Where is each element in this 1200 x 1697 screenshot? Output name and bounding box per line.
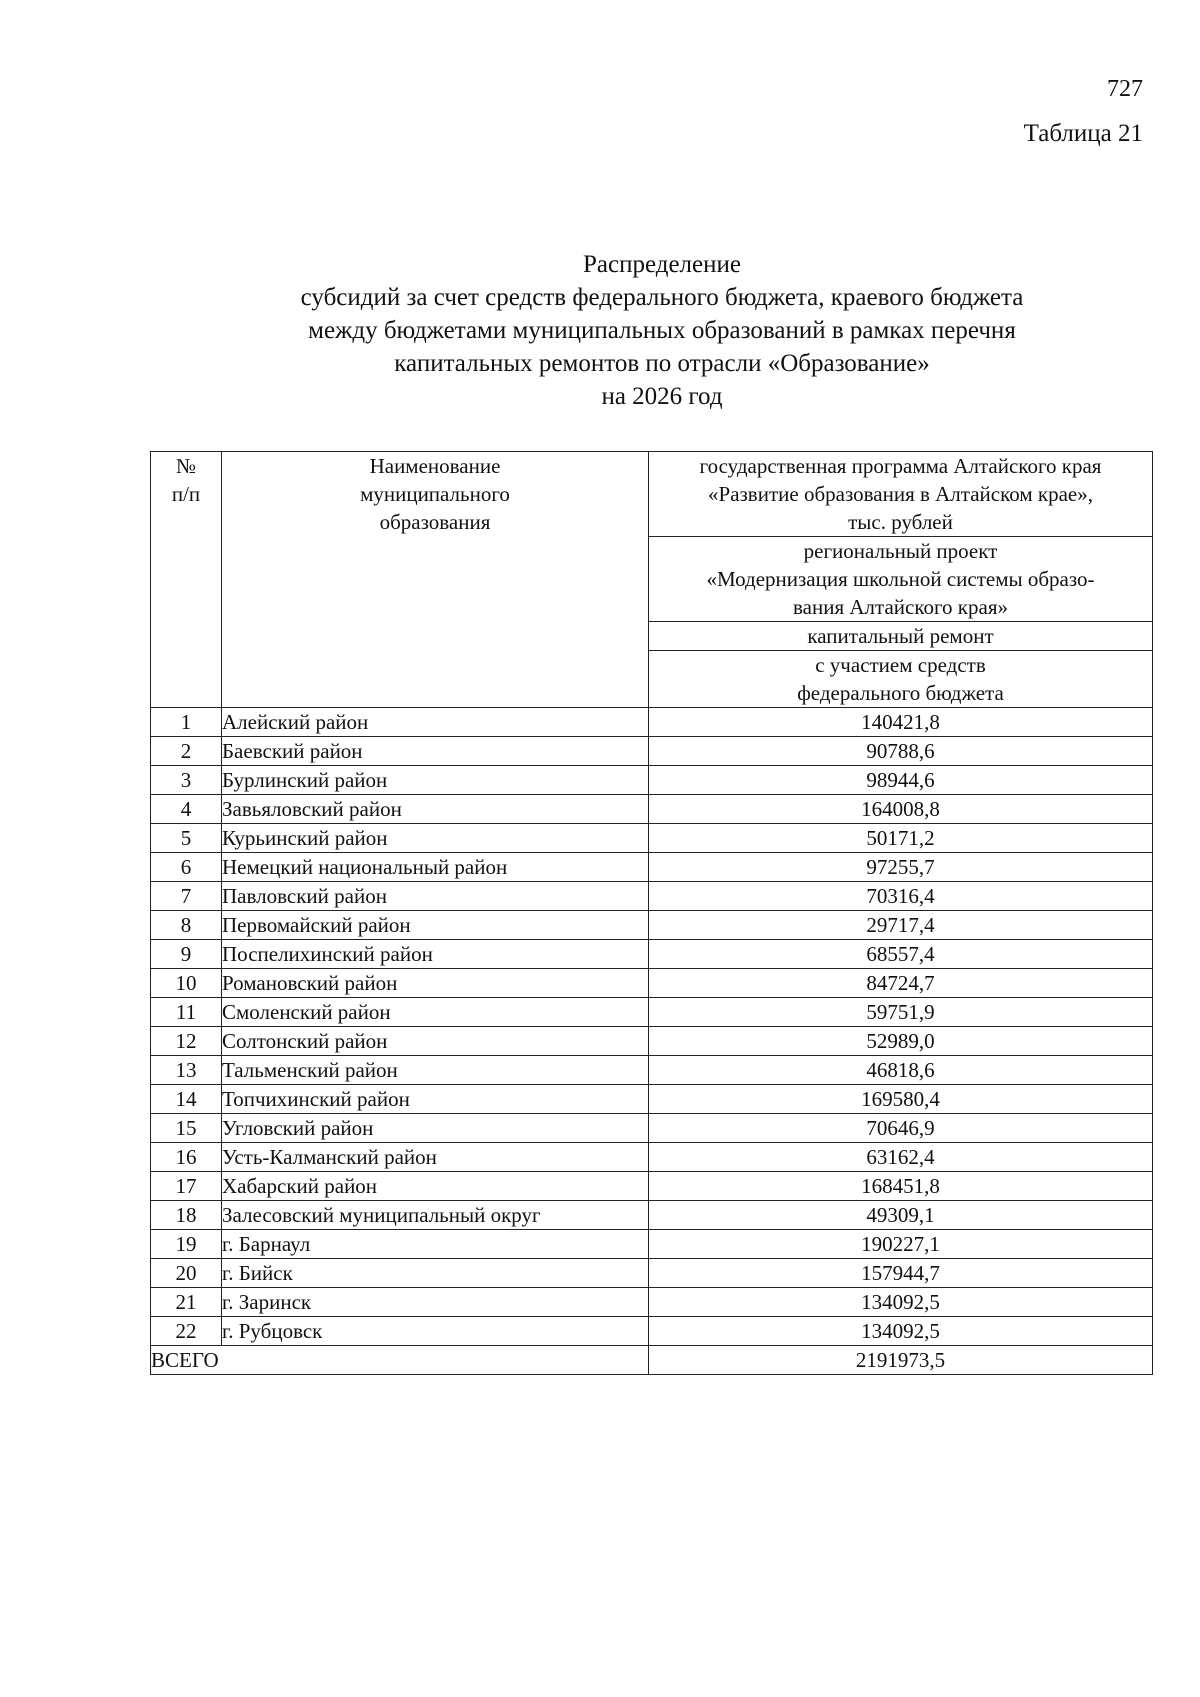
header-line: «Модернизация школьной системы образо- bbox=[706, 567, 1095, 591]
title-line: Распределение bbox=[583, 251, 741, 278]
table-row bbox=[151, 1056, 1153, 1085]
table-row bbox=[151, 1027, 1153, 1056]
row-number: 6 bbox=[151, 853, 222, 882]
row-number: 1 bbox=[151, 708, 222, 737]
row-name: Бурлинский район bbox=[222, 766, 649, 795]
row-number: 15 bbox=[151, 1114, 222, 1143]
row-name: Романовский район bbox=[222, 969, 649, 998]
row-number: 13 bbox=[151, 1056, 222, 1085]
subsidy-table bbox=[150, 451, 1153, 1375]
row-name: Первомайский район bbox=[222, 911, 649, 940]
row-value: 59751,9 bbox=[649, 998, 1153, 1027]
header-repair: капитальный ремонт bbox=[649, 622, 1153, 651]
table-row bbox=[151, 998, 1153, 1027]
header-number bbox=[151, 452, 222, 708]
table-row bbox=[151, 1259, 1153, 1288]
table-label: Таблица 21 bbox=[1023, 120, 1143, 147]
row-value: 68557,4 bbox=[649, 940, 1153, 969]
table-body bbox=[151, 708, 1153, 1346]
row-number: 10 bbox=[151, 969, 222, 998]
row-name: Поспелихинский район bbox=[222, 940, 649, 969]
row-number: 18 bbox=[151, 1201, 222, 1230]
row-name: Топчихинский район bbox=[222, 1085, 649, 1114]
row-name: Залесовский муниципальный округ bbox=[222, 1201, 649, 1230]
header-line: государственная программа Алтайского края bbox=[699, 454, 1102, 478]
row-number: 21 bbox=[151, 1288, 222, 1317]
table-row bbox=[151, 1201, 1153, 1230]
header-line: региональный проект bbox=[803, 539, 998, 563]
row-name: Тальменский район bbox=[222, 1056, 649, 1085]
row-name: Солтонский район bbox=[222, 1027, 649, 1056]
page-number: 727 bbox=[1107, 76, 1143, 102]
row-name: Баевский район bbox=[222, 737, 649, 766]
table-row bbox=[151, 1085, 1153, 1114]
row-number: 7 bbox=[151, 882, 222, 911]
row-value: 84724,7 bbox=[649, 969, 1153, 998]
row-value: 157944,7 bbox=[649, 1259, 1153, 1288]
title-line: на 2026 год bbox=[601, 383, 723, 410]
row-value: 97255,7 bbox=[649, 853, 1153, 882]
row-value: 50171,2 bbox=[649, 824, 1153, 853]
row-value: 169580,4 bbox=[649, 1085, 1153, 1114]
header-line: вания Алтайского края» bbox=[793, 595, 1008, 619]
header-line: муниципального bbox=[360, 482, 510, 506]
row-number: 2 bbox=[151, 737, 222, 766]
title-line: капитальных ремонтов по отрасли «Образование» bbox=[394, 350, 930, 377]
table-row bbox=[151, 708, 1153, 737]
header-name bbox=[222, 452, 649, 708]
table-row bbox=[151, 1288, 1153, 1317]
row-name: г. Рубцовск bbox=[222, 1317, 649, 1346]
header-line: с участием средств bbox=[815, 653, 986, 677]
row-name: Хабарский район bbox=[222, 1172, 649, 1201]
row-value: 90788,6 bbox=[649, 737, 1153, 766]
row-value: 49309,1 bbox=[649, 1201, 1153, 1230]
row-name: Курьинский район bbox=[222, 824, 649, 853]
header-line: п/п bbox=[171, 482, 201, 506]
header-line: № bbox=[175, 454, 197, 478]
header-line: «Развитие образования в Алтайском крае», bbox=[708, 482, 1093, 506]
row-name: Алейский район bbox=[222, 708, 649, 737]
row-value: 70316,4 bbox=[649, 882, 1153, 911]
row-value: 63162,4 bbox=[649, 1143, 1153, 1172]
row-number: 19 bbox=[151, 1230, 222, 1259]
row-name: г. Заринск bbox=[222, 1288, 649, 1317]
total-label: ВСЕГО bbox=[151, 1346, 649, 1375]
row-number: 8 bbox=[151, 911, 222, 940]
row-number: 14 bbox=[151, 1085, 222, 1114]
row-name: Павловский район bbox=[222, 882, 649, 911]
row-value: 140421,8 bbox=[649, 708, 1153, 737]
row-number: 3 bbox=[151, 766, 222, 795]
table-row bbox=[151, 1114, 1153, 1143]
table-row bbox=[151, 853, 1153, 882]
row-number: 16 bbox=[151, 1143, 222, 1172]
row-name: Немецкий национальный район bbox=[222, 853, 649, 882]
header-program bbox=[649, 452, 1153, 537]
table-row bbox=[151, 795, 1153, 824]
row-value: 190227,1 bbox=[649, 1230, 1153, 1259]
table-row bbox=[151, 1172, 1153, 1201]
total-row bbox=[151, 1346, 1153, 1375]
row-value: 168451,8 bbox=[649, 1172, 1153, 1201]
header-funding bbox=[649, 651, 1153, 708]
row-name: Смоленский район bbox=[222, 998, 649, 1027]
header-line: федерального бюджета bbox=[797, 681, 1004, 705]
row-name: Усть-Калманский район bbox=[222, 1143, 649, 1172]
row-number: 22 bbox=[151, 1317, 222, 1346]
table-row bbox=[151, 940, 1153, 969]
row-value: 164008,8 bbox=[649, 795, 1153, 824]
row-number: 17 bbox=[151, 1172, 222, 1201]
row-value: 134092,5 bbox=[649, 1288, 1153, 1317]
row-number: 5 bbox=[151, 824, 222, 853]
table-row bbox=[151, 1317, 1153, 1346]
row-number: 9 bbox=[151, 940, 222, 969]
title-line: между бюджетами муниципальных образований в рамках перечня bbox=[308, 317, 1016, 344]
row-value: 29717,4 bbox=[649, 911, 1153, 940]
table-row bbox=[151, 766, 1153, 795]
header-project bbox=[649, 537, 1153, 622]
header-line: Наименование bbox=[369, 454, 501, 478]
row-name: г. Барнаул bbox=[222, 1230, 649, 1259]
table-row bbox=[151, 737, 1153, 766]
row-value: 52989,0 bbox=[649, 1027, 1153, 1056]
table-row bbox=[151, 969, 1153, 998]
header-line: образования bbox=[379, 510, 491, 534]
table-row bbox=[151, 1230, 1153, 1259]
total-value: 2191973,5 bbox=[649, 1346, 1153, 1375]
row-number: 4 bbox=[151, 795, 222, 824]
document-title bbox=[150, 248, 1174, 413]
title-line: субсидий за счет средств федерального бюджета, краевого бюджета bbox=[300, 284, 1024, 311]
row-value: 46818,6 bbox=[649, 1056, 1153, 1085]
row-value: 98944,6 bbox=[649, 766, 1153, 795]
table-row bbox=[151, 824, 1153, 853]
table-row bbox=[151, 911, 1153, 940]
row-number: 12 bbox=[151, 1027, 222, 1056]
row-number: 20 bbox=[151, 1259, 222, 1288]
row-number: 11 bbox=[151, 998, 222, 1027]
row-value: 70646,9 bbox=[649, 1114, 1153, 1143]
table-row bbox=[151, 882, 1153, 911]
table-row bbox=[151, 1143, 1153, 1172]
row-name: Завьяловский район bbox=[222, 795, 649, 824]
row-value: 134092,5 bbox=[649, 1317, 1153, 1346]
header-line: тыс. рублей bbox=[848, 510, 953, 534]
row-name: г. Бийск bbox=[222, 1259, 649, 1288]
row-name: Угловский район bbox=[222, 1114, 649, 1143]
